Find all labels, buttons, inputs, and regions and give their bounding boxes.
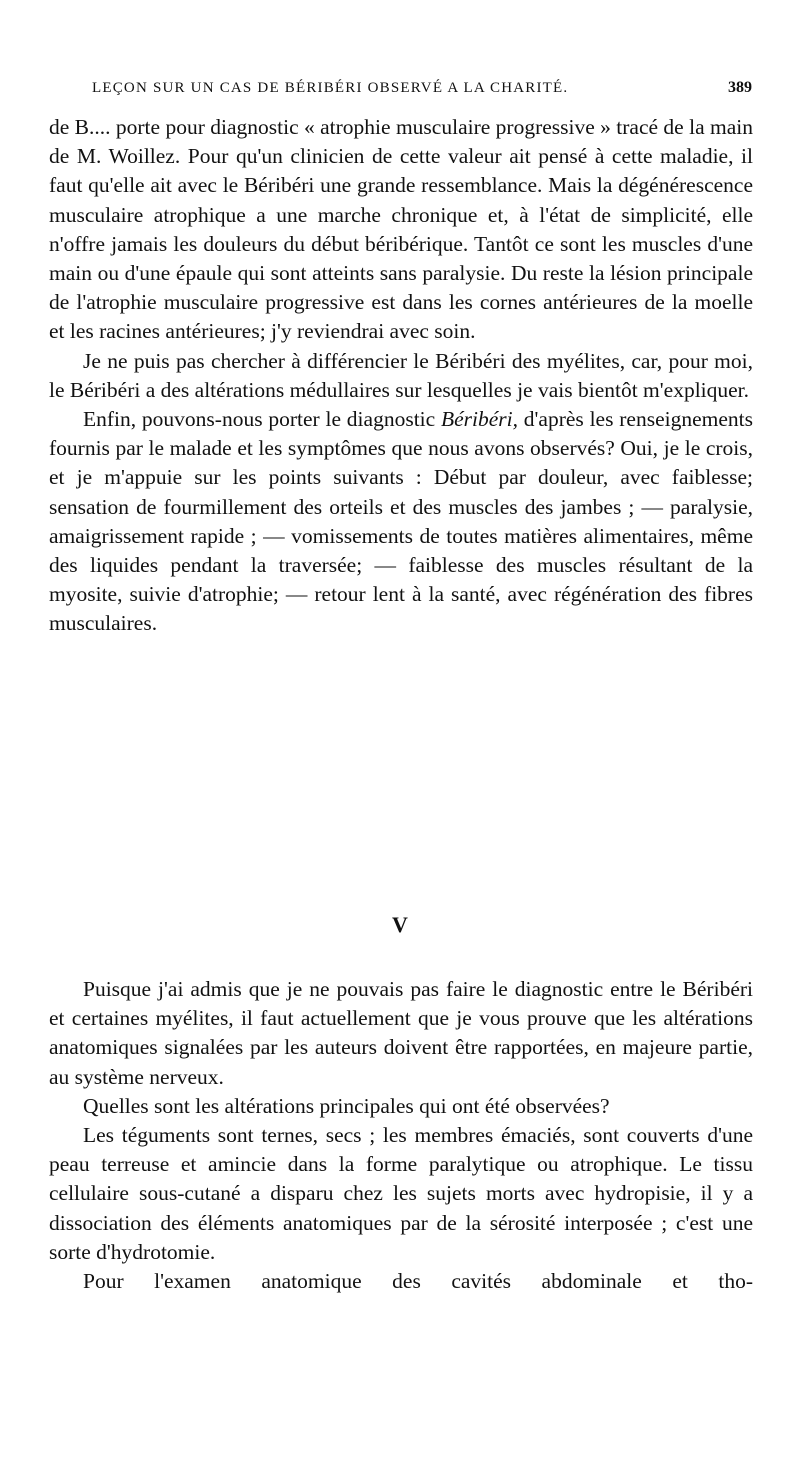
running-header [92, 76, 752, 100]
paragraph-myelites: Je ne puis pas chercher à différencier le Béribéri des myélites, car, pour moi, le Béribéri a des altérations médullaires sur lesquelles je vais bientôt m'expliquer. [49, 348, 753, 402]
page-number: 389 [728, 79, 752, 96]
section-v-text [49, 975, 753, 1296]
paragraph-atrophy: de B.... porte pour diagnostic « atrophie musculaire progressive » tracé de la main de M. Woillez. Pour qu'un clinicien de cette valeur ait pensé à cette maladie, il faut qu'elle ait avec le Béribéri une grande ressemblance. Mais la dégénérescence musculaire atrophique a une marche chronique et, à l'état de simplicité, elle n'offre jamais les douleurs du début béribérique. Tantôt ce sont les muscles d'une main ou d'une épaule qui sont atteints sans paralysie. Du reste la lésion principale de l'atrophie musculaire progressive est dans les cornes antérieures de la moelle et les racines antérieures; j'y reviendrai avec soin. [49, 115, 753, 344]
emphasis-beriberi: Béribéri, [440, 407, 519, 432]
paragraph-teguments: Les téguments sont ternes, secs ; les membres émaciés, sont couverts d'une peau terreuse et amincie dans la forme paralytique ou atrophique. Le tissu cellulaire sous-cutané a disparu chez les sujets morts avec hydropisie, il y a dissociation des éléments anatomiques par de la sérosité interposée ; c'est une sorte d'hydrotomie. [49, 1123, 753, 1264]
running-header-title: LEÇON SUR UN CAS DE BÉRIBÉRI OBSERVÉ A LA CHARITÉ. [92, 80, 569, 96]
paragraph-question: Quelles sont les altérations principales qui ont été observées? [83, 1093, 610, 1118]
section-text-continued [49, 113, 753, 639]
paragraph-diagnosis-after: d'après les renseignements fournis par le malade et les symptômes que nous avons observés? Oui, je le crois, et je m'appuie sur les points suivants : Début par douleur, avec faiblesse; sensation de fourmillement des orteils et des muscles des jambes ; — paralysie, amaigrissement rapide ; — vomissements de toutes matières alimentaires, même des liquides pendant la traversée; — faiblesse des muscles résultant de la myosite, suivie d'atrophie; — retour lent à la santé, avec régénération des fibres musculaires. [49, 407, 753, 636]
paragraph-anatomical-alterations: Puisque j'ai admis que je ne pouvais pas faire le diagnostic entre le Béribéri et certaines myélites, il faut actuellement que je vous prouve que les altérations anatomiques signalées par les auteurs doivent être rapportées, en majeure partie, au système nerveux. [49, 977, 753, 1089]
paragraph-diagnosis [49, 405, 753, 639]
paragraph-examination: Pour l'examen anatomique des cavités abdominale et tho- [83, 1269, 753, 1294]
section-number: V [392, 912, 408, 937]
paragraph-diagnosis-before: Enfin, pouvons-nous porter le diagnostic [83, 407, 441, 432]
